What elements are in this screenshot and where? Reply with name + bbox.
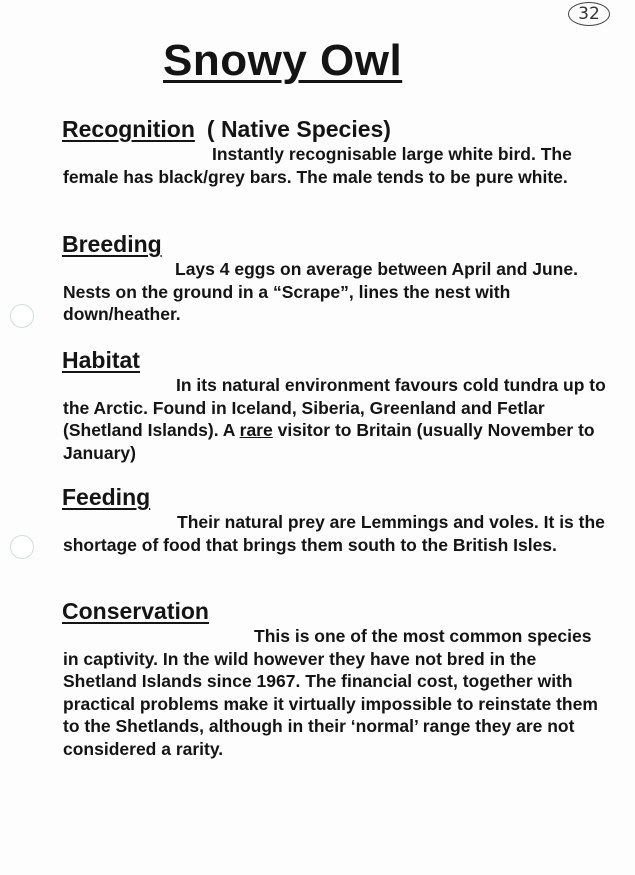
section-text (63, 511, 607, 556)
feeding-text: Their natural prey are Lemmings and voles. It is the shortage of food that brings them south to the British Isles. (63, 512, 605, 555)
section-heading (62, 598, 607, 624)
section-text (63, 374, 607, 464)
recognition-text: Instantly recognisable large white bird. The female has black/grey bars. The male tends to be pure white. (63, 144, 572, 187)
section-feeding (62, 484, 607, 556)
conservation-text: This is one of the most common species in captivity. In the wild however they have not bred in the Shetland Islands since 1967. The financial cost, together with practical problems make it virtually impossible to reinstate them to the Shetlands, although in their ‘normal’ range they are not considered a rarity. (63, 626, 598, 759)
section-heading (62, 484, 607, 510)
heading-recognition: Recognition (62, 116, 195, 142)
section-heading (62, 347, 607, 373)
heading-habitat: Habitat (62, 347, 140, 373)
punch-hole (10, 304, 34, 328)
section-conservation (62, 598, 607, 760)
heading-feeding: Feeding (62, 484, 151, 510)
section-text (63, 258, 607, 326)
habitat-text-after: visitor to Britain (usually November to January) (63, 420, 595, 463)
heading-conservation: Conservation (62, 598, 209, 624)
page-title: Snowy Owl (163, 36, 403, 85)
section-heading (62, 231, 607, 257)
section-heading (62, 116, 607, 142)
habitat-text-rare: rare (239, 420, 273, 440)
punch-hole (10, 535, 34, 559)
section-text (63, 625, 607, 760)
breeding-text: Lays 4 eggs on average between April and June. Nests on the ground in a “Scrape”, lines the nest with down/heather. (63, 259, 578, 324)
section-breeding (62, 231, 607, 326)
section-habitat (62, 347, 607, 464)
section-text (63, 143, 607, 188)
heading-native-species: ( Native Species) (206, 116, 391, 142)
section-recognition (62, 116, 607, 188)
page-number: 32 (568, 2, 610, 26)
heading-breeding: Breeding (62, 231, 162, 257)
habitat-text-before: In its natural environment favours cold tundra up to the Arctic. Found in Iceland, Siberia, Greenland and Fetlar (Shetland Islands). A (63, 375, 606, 440)
